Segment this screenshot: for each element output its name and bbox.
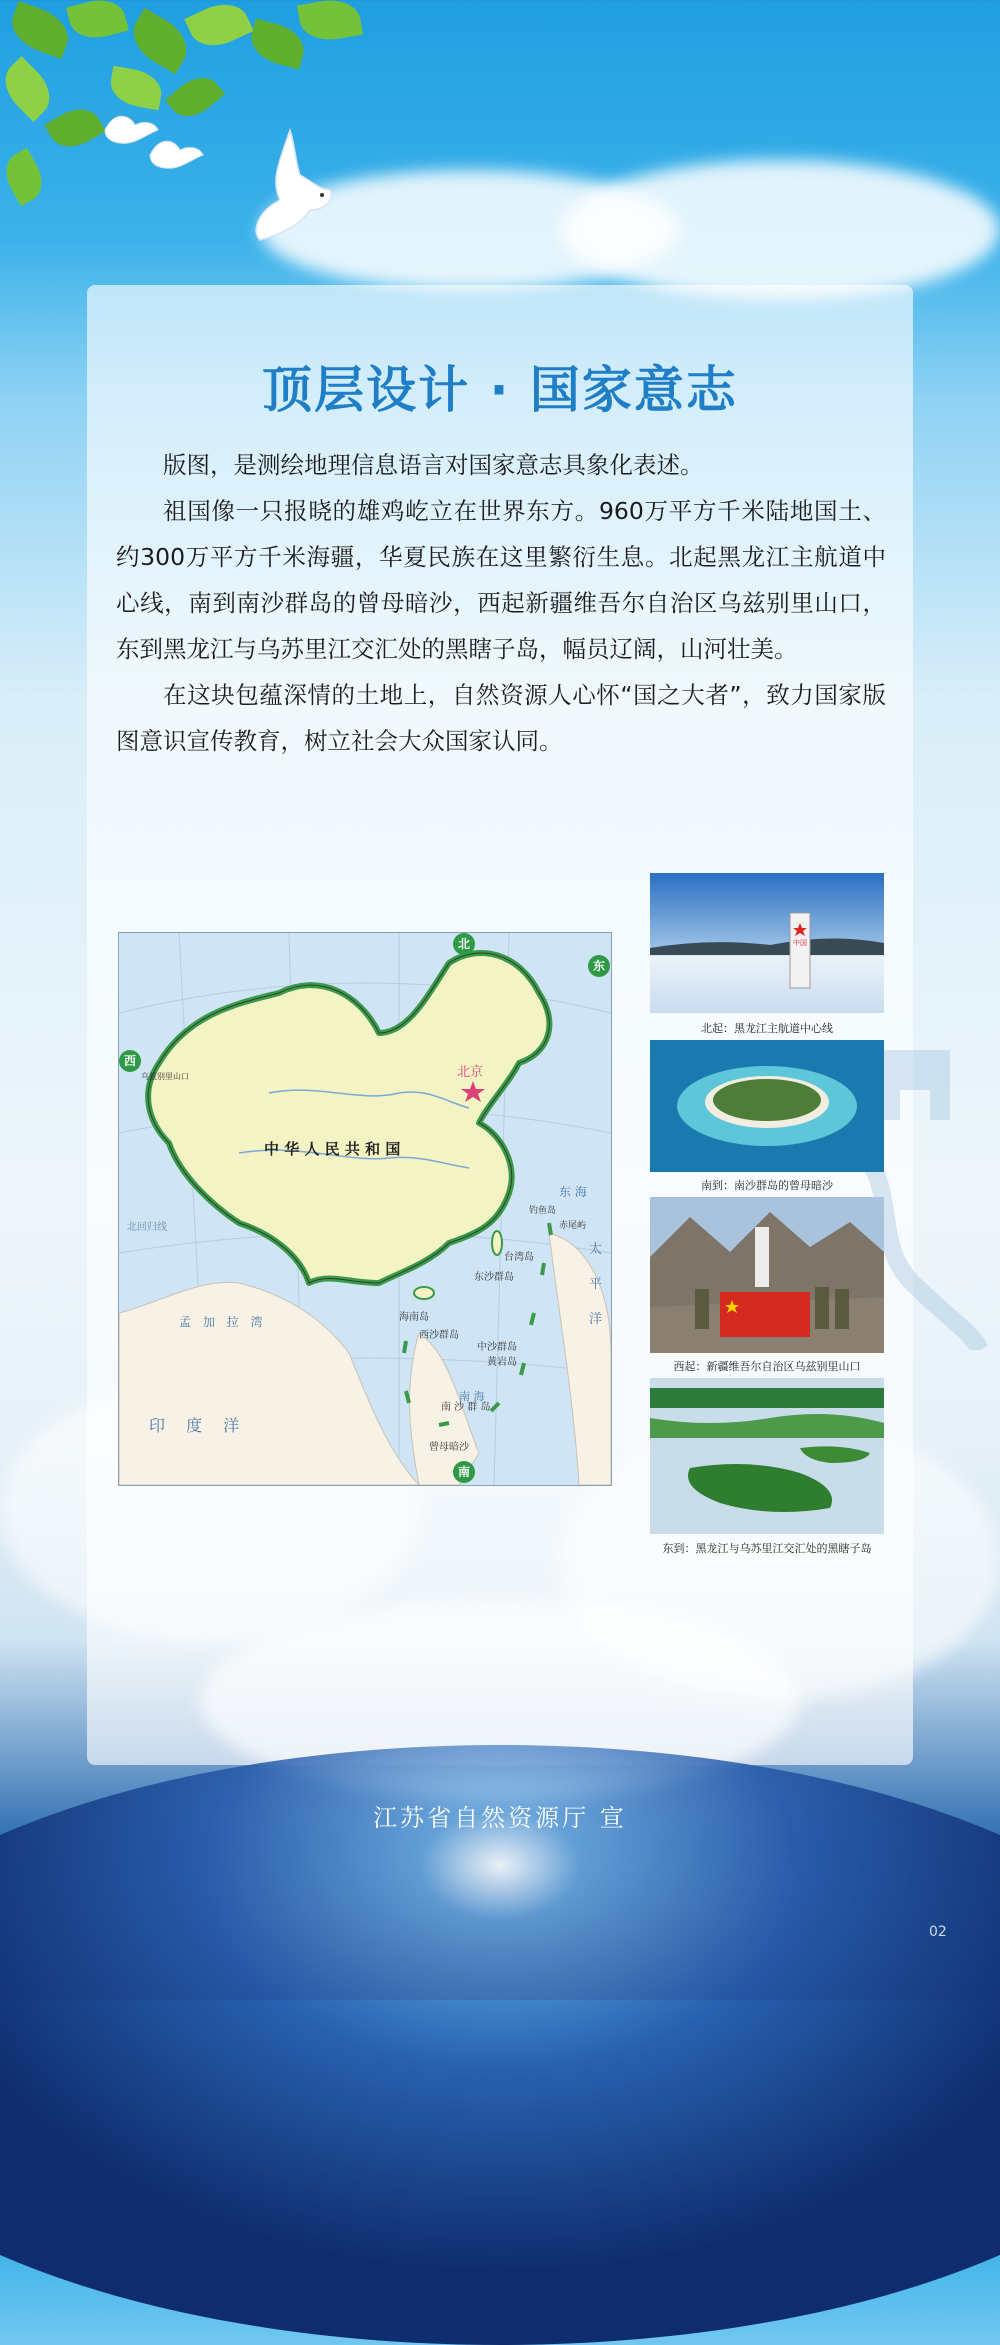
page-number: 02 bbox=[929, 1924, 947, 1940]
island-label: 赤尾屿 bbox=[559, 1221, 587, 1231]
island-label: 台湾岛 bbox=[504, 1252, 534, 1263]
country-label: 中 华 人 民 共 和 国 bbox=[264, 1140, 401, 1158]
sea-label: 印 度 洋 bbox=[149, 1416, 248, 1435]
sea-label: 洋 bbox=[589, 1312, 603, 1327]
page-title: 顶层设计 · 国家意志 bbox=[262, 361, 738, 419]
dove-icon bbox=[145, 130, 205, 175]
sign-text: 中国 bbox=[793, 939, 807, 947]
north-marker: 北 bbox=[453, 933, 475, 955]
photo-caption: 北起：黑龙江主航道中心线 bbox=[701, 1022, 833, 1035]
paragraph: 版图，是测绘地理信息语言对国家意志具象化表述。 bbox=[163, 451, 704, 479]
sea-label: 南 海 bbox=[459, 1390, 485, 1403]
photo-west bbox=[650, 1197, 884, 1353]
photo-south bbox=[650, 1040, 884, 1172]
island-label: 南 沙 群 岛 bbox=[441, 1402, 491, 1413]
china-map bbox=[118, 932, 612, 1486]
west-marker: 西 bbox=[119, 1050, 141, 1072]
capital-label: 北京 bbox=[457, 1065, 484, 1080]
paragraph: 祖国像一只报晓的雄鸡屹立在世界东方。960万平方千米陆地国土、约300万平方千米海疆，华夏民族在这里繁衍生息。北起黑龙江主航道中心线，南到南沙群岛的曾母暗沙，西起新疆维吾尔自治区乌兹别里山口，东到黑龙江与乌苏里江交汇处的黑瞎子岛，幅员辽阔，山河壮美。 bbox=[116, 497, 886, 663]
island-label: 东沙群岛 bbox=[474, 1272, 514, 1283]
photo-east bbox=[650, 1378, 884, 1534]
intro-text bbox=[116, 442, 886, 764]
sea-label: 孟 加 拉 湾 bbox=[179, 1315, 267, 1329]
photo-caption: 东到：黑龙江与乌苏里江交汇处的黑瞎子岛 bbox=[662, 1542, 872, 1555]
photo-caption: 西起：新疆维吾尔自治区乌兹别里山口 bbox=[673, 1360, 861, 1373]
island-label: 曾母暗沙 bbox=[429, 1442, 469, 1453]
cloud bbox=[560, 160, 1000, 300]
earth-horizon bbox=[0, 1745, 1000, 2345]
footer-publisher: 江苏省自然资源厅 宣 bbox=[373, 1804, 627, 1832]
island-label: 钓鱼岛 bbox=[529, 1206, 557, 1216]
island-label: 西沙群岛 bbox=[419, 1330, 459, 1341]
sea-label: 太 bbox=[589, 1242, 603, 1257]
tropic-label: 北回归线 bbox=[127, 1222, 167, 1233]
sea-label: 平 bbox=[589, 1277, 603, 1292]
island-label: 黄岩岛 bbox=[487, 1357, 517, 1368]
paragraph: 在这块包蕴深情的土地上，自然资源人心怀“国之大者”，致力国家版图意识宣传教育，树立社会大众国家认同。 bbox=[116, 681, 886, 755]
east-marker: 东 bbox=[588, 955, 610, 977]
photo-north bbox=[650, 873, 884, 1013]
photo-caption: 南到：南沙群岛的曾母暗沙 bbox=[701, 1179, 833, 1192]
sea-label: 东 海 bbox=[559, 1185, 587, 1199]
south-marker: 南 bbox=[453, 1461, 475, 1483]
island-label: 中沙群岛 bbox=[477, 1342, 517, 1353]
island-label: 海南岛 bbox=[399, 1312, 429, 1323]
pass-label: 乌兹别里山口 bbox=[141, 1072, 189, 1081]
dove-icon bbox=[240, 120, 340, 250]
